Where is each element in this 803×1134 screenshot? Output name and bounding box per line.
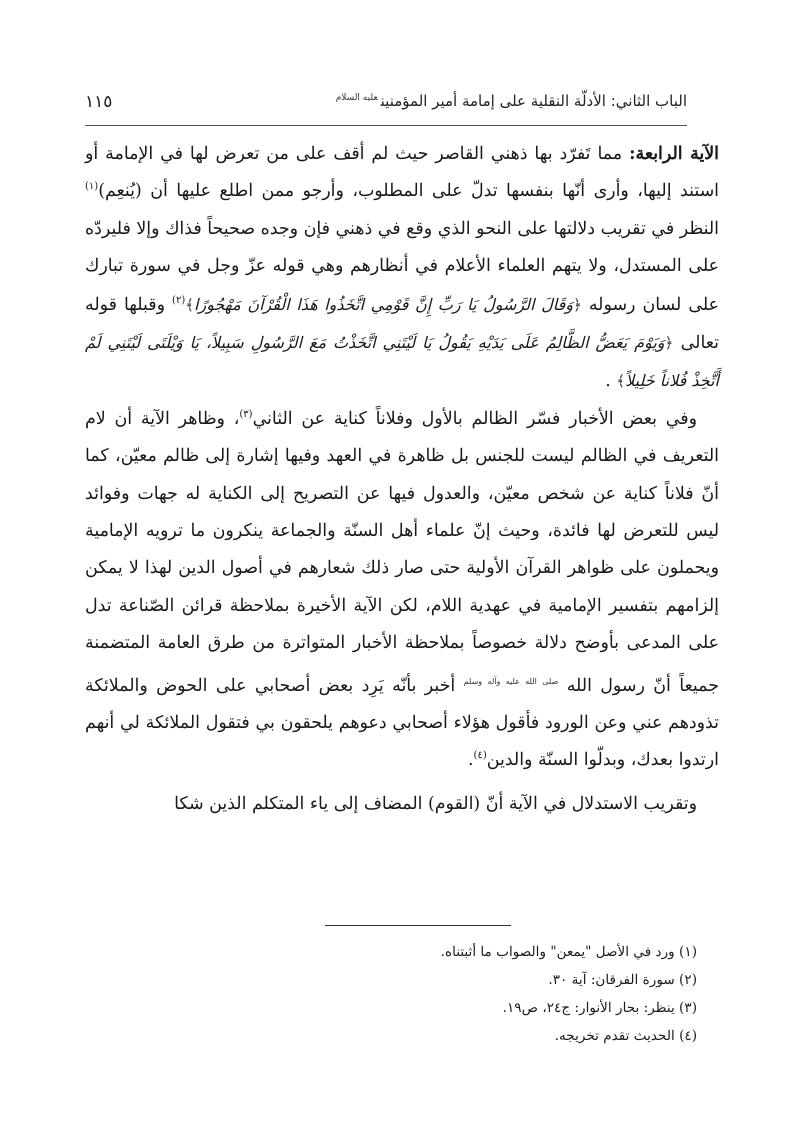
quran-verse-1: وَقَالَ الرَّسُولُ يَا رَبِّ إِنَّ قَوْمِي اتَّخَذُوا هَذَا الْقُرْآنَ مَهْجُورًا xyxy=(194,294,574,314)
quran-bracket-open-icon: ﴿ xyxy=(664,334,674,353)
paragraph-text: مما تَفرّد بها ذهني القاصر حيث لم أقف على من تعرض لها في الإمامة أو استند إليها، وأرى أنّها بنفسها تدلّ على المطلوب، وأرجو ممن اطلع عليها أن (يُنعِم) xyxy=(85,144,719,202)
footnote-ref-1[interactable]: (١) xyxy=(85,181,99,193)
paragraph-1 xyxy=(85,136,719,401)
quran-bracket-open-icon: ﴿ xyxy=(573,295,582,314)
paragraph-text: أخبر بأنّه يَرِد بعض أصحابي على الحوض والملائكة تذودهم عني وعن الورود فأقول هؤلاء أصحابي دعوهم يلحقون بي فتقول الملائكة لي أنهم ارتدوا بعدك، وبدلّوا السنّة والدين xyxy=(85,675,719,771)
section-lead: الآية الرابعة: xyxy=(629,144,719,164)
paragraph-text: وتقريب الاستدلال في الآية أنّ (القوم) المضاف إلى ياء المتكلم الذين شكا xyxy=(174,793,697,814)
main-text xyxy=(85,136,719,823)
paragraph-2 xyxy=(85,401,719,780)
paragraph-text: . xyxy=(605,371,617,392)
chapter-title-text: الباب الثاني: الأدلّة النقلية على إمامة أمير المؤمنين xyxy=(380,92,687,110)
footnote-1: (١) ورد في الأصل "يمعن" والصواب ما أثبتناه. xyxy=(440,944,697,960)
footnote-ref-2[interactable]: (٢) xyxy=(172,294,186,306)
quran-verse-2: وَيَوْمَ يَعَضُّ الظَّالِمُ عَلَى يَدَيْهِ يَقُولُ يَا لَيْتَنِي اتَّخَذْتُ مَعَ الرَّسُولِ سَبِيلاً، يَا وَيْلَتَى لَيْتَنِي لَمْ أَتَّخِذْ فُلاناً خَلِيلاً xyxy=(85,333,719,391)
honorific-glyph-icon: عليه السلام xyxy=(335,93,378,103)
paragraph-text: ، وظاهر الآية أن لام التعريف في الظالم ليست للجنس بل ظاهرة في العهد وفيها إشارة إلى ظالم معيّن، كما أنّ فلاناً كناية عن شخص معيّن، والعدول فيها عن التصريح إلى الكناية له جهات وفوائد ليس للتعرض لها فائدة، وحيث إنّ علماء أهل السنّة والجماعة ينكرون ما ترويه الإمامية ويحملون على ظواهر القرآن الأولية حتى صار ذلك شعارهم في أصول الدين لهذا لا يمكن إلزامهم بتفسير الإمامية في عهدية اللام، لكن الآية الأخيرة بملاحظة قرائن الصّناعة تدل على المدعى بأوضح دلالة خصوصاً بملاحظة الأخبار المتواترة من طرق العامة المتضمنة جميعاً أنّ رسول الله xyxy=(85,408,719,696)
footnote-2: (٢) سورة الفرقان: آية ٣٠. xyxy=(548,972,697,988)
paragraph-text: وفي بعض الأخبار فسّر الظالم بالأول وفلاناً كناية عن الثاني xyxy=(252,408,697,429)
footnote-3: (٣) ينظر: بحار الأنوار: ج٢٤، ص١٩. xyxy=(502,1000,697,1016)
running-header xyxy=(85,88,687,126)
header-divider xyxy=(85,125,687,126)
salawat-glyph-icon: صلى الله عليه وآله وسلم xyxy=(463,676,559,686)
paragraph-3 xyxy=(85,786,719,823)
footnote-ref-3[interactable]: (٣) xyxy=(239,409,253,421)
page-number: ١١٥ xyxy=(85,92,113,112)
paragraph-text: النظر في تقريب دلالتها على النحو الذي وقع في ذهني فإن وجده صحيحاً فذاك وإلا فليردّه على المستدل، ولا يتهم العلماء الأعلام في أنظارهم وهي قوله عزّ وجل في سورة تبارك على لسان رسوله xyxy=(85,218,720,315)
paragraph-text: . xyxy=(468,750,474,771)
quran-bracket-close-icon: ﴾ xyxy=(185,295,195,314)
footnote-ref-4[interactable]: (٤) xyxy=(473,750,487,762)
footnote-4: (٤) الحديث تقدم تخريجه. xyxy=(554,1028,697,1044)
footnotes xyxy=(85,938,719,1050)
quran-bracket-close-icon: ﴾ xyxy=(616,372,626,391)
chapter-title xyxy=(336,92,687,110)
paragraph-text: وقبلها قوله تعالى xyxy=(85,294,719,354)
footnote-divider xyxy=(325,925,511,926)
